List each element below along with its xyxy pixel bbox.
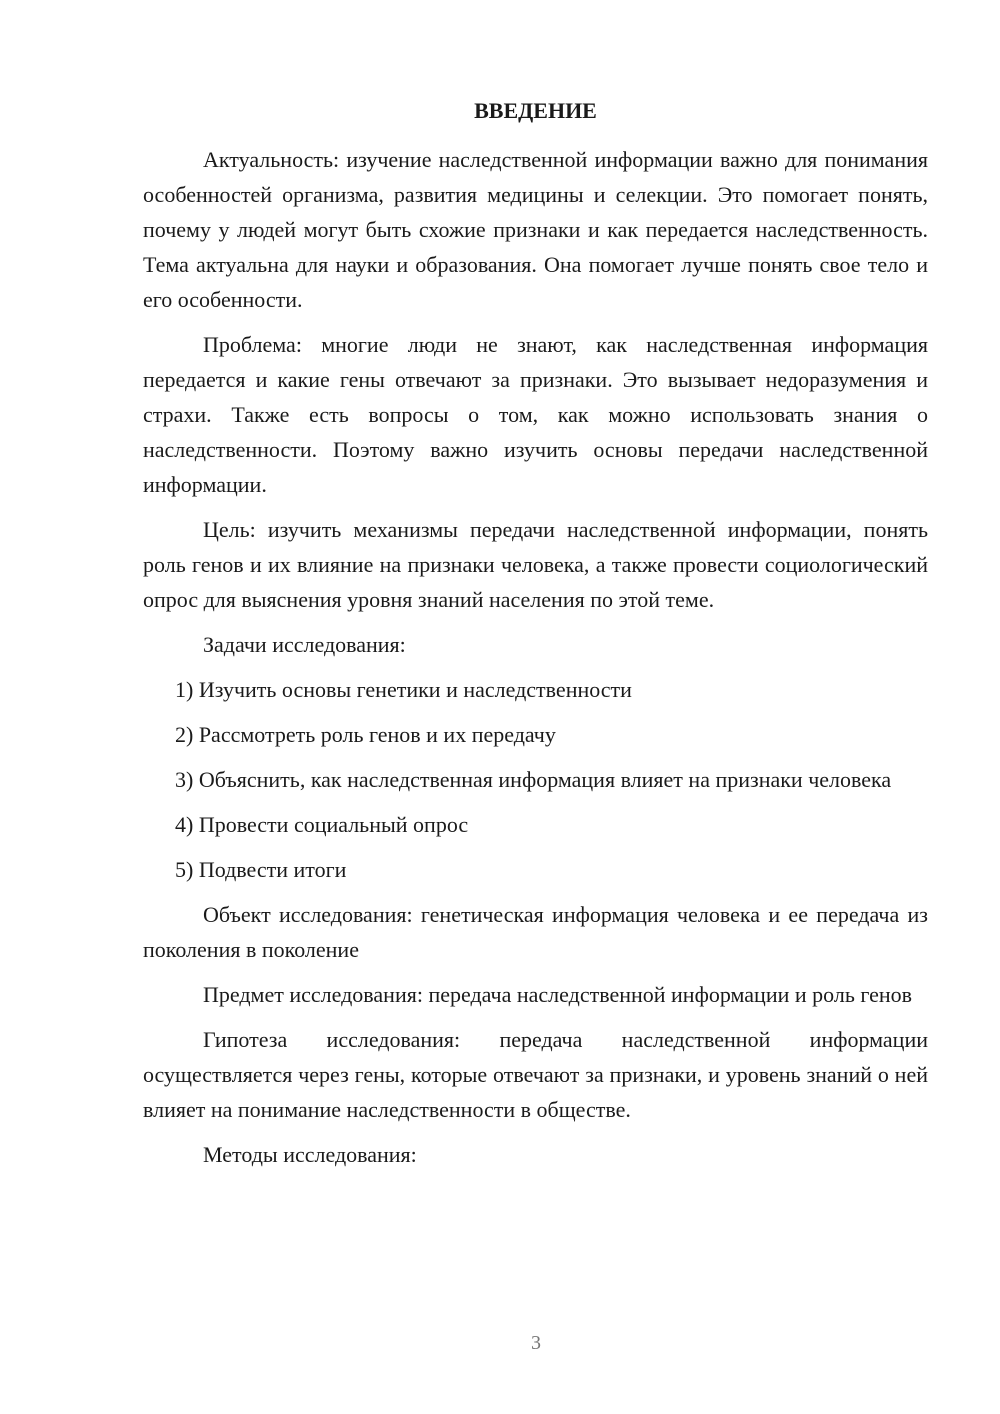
subject-paragraph: Предмет исследования: передача наследственной информации и роль генов — [203, 982, 913, 1007]
task-item-2: 2) Рассмотреть роль генов и их передачу — [175, 722, 556, 747]
object-paragraph: Объект исследования: генетическая информация человека и ее передача из поколения в поколение — [143, 902, 928, 962]
hypothesis-paragraph: Гипотеза исследования: передача наследственной информации осуществляется через гены, которые отвечают за признаки, и уровень знаний о ней влияет на понимание наследственности в обществе. — [143, 1027, 928, 1122]
task-item-3: 3) Объяснить, как наследственная информация влияет на признаки человека — [175, 767, 892, 792]
methods-heading: Методы исследования: — [203, 1142, 417, 1167]
task-item-1: 1) Изучить основы генетики и наследственности — [175, 677, 632, 702]
section-title: ВВЕДЕНИЕ — [474, 98, 597, 123]
relevance-paragraph: Актуальность: изучение наследственной информации важно для понимания особенностей организма, развития медицины и селекции. Это помогает понять, почему у людей могут быть схожие признаки и как передается наследственность. Тема актуальна для науки и образования. Она помогает лучше понять свое тело и его особенности. — [143, 147, 928, 312]
page-number: 3 — [531, 1332, 541, 1354]
problem-paragraph: Проблема: многие люди не знают, как наследственная информация передается и какие гены отвечают за признаки. Это вызывает недоразумения и страхи. Также есть вопросы о том, как можно использовать знания о наследственности. Поэтому важно изучить основы передачи наследственной информации. — [143, 332, 928, 497]
goal-paragraph: Цель: изучить механизмы передачи наследственной информации, понять роль генов и их влияние на признаки человека, а также провести социологический опрос для выяснения уровня знаний населения по этой теме. — [143, 517, 928, 612]
document-page — [143, 94, 928, 1182]
task-item-5: 5) Подвести итоги — [175, 857, 347, 882]
tasks-heading: Задачи исследования: — [203, 632, 406, 657]
task-item-4: 4) Провести социальный опрос — [175, 812, 469, 837]
